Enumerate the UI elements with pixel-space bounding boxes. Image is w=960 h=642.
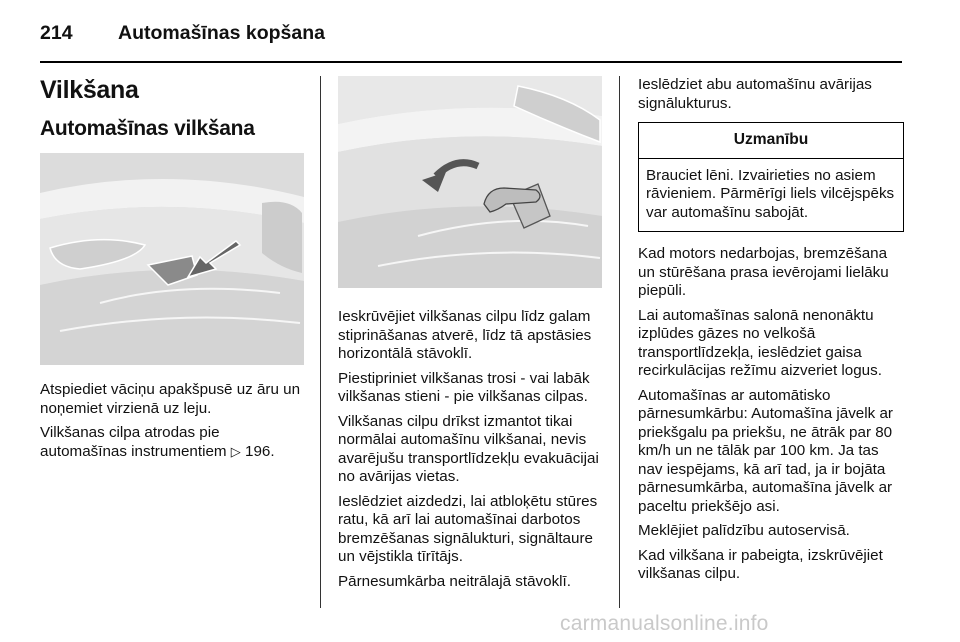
paragraph: Ieslēdziet abu automašīnu avārijas signālukturus. [638, 76, 872, 112]
paragraph: Ieskrūvējiet vilkšanas cilpu līdz galam stiprināšanas atverē, līdz tā apstāsies horizontālā stāvoklī. [338, 308, 592, 362]
section-subtitle: Automašīnas vilkšana [40, 117, 255, 140]
caution-title: Uzmanību [639, 123, 903, 159]
paragraph: Vilkšanas cilpa atrodas pie automašīnas instrumentiem ▷ 196. [40, 424, 275, 460]
watermark: carmanualsonline.info [560, 612, 769, 635]
paragraph: Piestipriniet vilkšanas trosi - vai labāk vilkšanas stieni - pie vilkšanas cilpas. [338, 369, 590, 405]
illustration-tow-cover [40, 153, 304, 365]
caution-box [638, 122, 904, 232]
paragraph: Meklējiet palīdzību autoservisā. [638, 522, 850, 539]
paragraph: Automašīnas ar automātisko pārnesumkārbu: Automašīna jāvelk ar priekšgalu pa priekšu, ne ātrāk par 80 km/h un ne tālāk par 100 km. Ja tas nav iespējams, kā arī tad, ja ir bojāta pārnesumkārba, automašīna jāvelk ar paceltu priekšējo asi. [638, 386, 893, 515]
page-number: 214 [40, 22, 73, 44]
page-reference-link[interactable]: 196. [245, 442, 275, 460]
column-divider-right [619, 76, 620, 608]
column-3 [638, 76, 904, 590]
illustration-tow-eye [338, 76, 602, 288]
column-2 [338, 76, 604, 597]
paragraph: Atspiediet vāciņu apakšpusē uz āru un noņemiet virzienā uz leju. [40, 381, 301, 417]
chapter-title: Automašīnas kopšana [118, 22, 325, 44]
paragraph: Kad vilkšana ir pabeigta, izskrūvējiet vilkšanas cilpu. [638, 546, 883, 582]
paragraph: Ieslēdziet aizdedzi, lai atbloķētu stūres ratu, kā arī lai automašīnai darbotos bremzēšanas signālukturi, signāltaure un vējstikla tīrītājs. [338, 492, 598, 565]
section-title: Vilkšana [40, 76, 139, 104]
column-divider-left [320, 76, 321, 608]
paragraph: Kad motors nedarbojas, bremzēšana un stūrēšana prasa ievērojami lielāku piepūli. [638, 245, 889, 299]
paragraph: Pārnesumkārba neitrālajā stāvoklī. [338, 572, 571, 590]
arrow-reference-icon: ▷ [230, 443, 241, 459]
column-1 [40, 76, 304, 467]
paragraph: Vilkšanas cilpu drīkst izmantot tikai normālai automašīnu vilkšanai, nevis avarējušu transportlīdzekļu evakuācijai no avārijas vietas. [338, 412, 599, 485]
paragraph: Lai automašīnas salonā nenonāktu izplūdes gāzes no velkošā transportlīdzekļa, ieslēdziet gaisa recirkulācijas režīmu aizveriet logus. [638, 306, 882, 379]
caution-text: Brauciet lēni. Izvairieties no asiem rāvieniem. Pārmērīgi liels vilcējspēks var automašīnu sabojāt. [646, 166, 895, 221]
header-rule [40, 61, 902, 63]
